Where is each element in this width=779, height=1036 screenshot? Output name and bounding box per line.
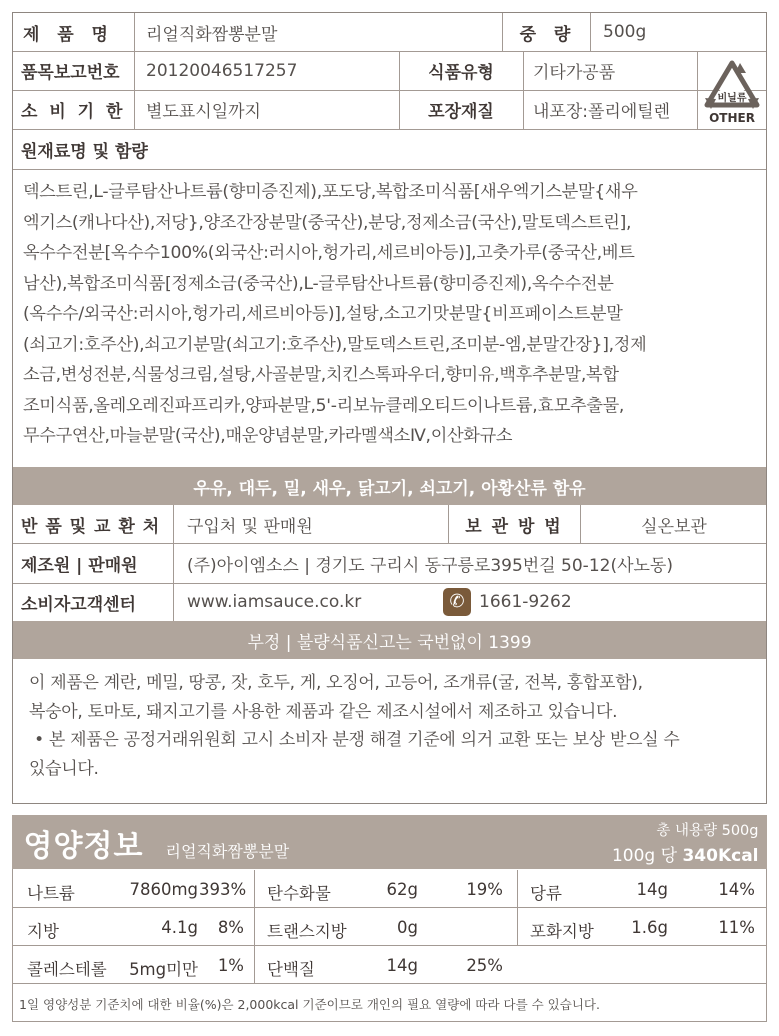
nutrient-name: 나트륨 xyxy=(27,884,75,903)
report-no-label: 품목보고번호 xyxy=(21,63,120,83)
nutrition-per: 100g 당 xyxy=(611,845,678,866)
nutrient-amount: 4.1g xyxy=(161,918,198,937)
storage-value: 실온보관 xyxy=(641,516,707,537)
nutrition-total: 총 내용량 500g xyxy=(656,822,759,839)
ingredient-line: 남산),복합조미식품[정제소금(중국산),L-글루탐산나트륨(향미증진제),옥수수전분 xyxy=(23,273,614,294)
nutrient-pct: 19% xyxy=(466,880,503,899)
recycle-type: 비닐류 xyxy=(717,93,747,104)
report-band: 부정 | 불량식품신고는 국번없이 1399 xyxy=(13,621,766,659)
nutrient-amount: 0g xyxy=(397,918,418,937)
weight-value: 500g xyxy=(603,22,647,42)
expiry-label: 소 비 기 한 xyxy=(21,102,126,122)
ingredients-header: 원재료명 및 함량 xyxy=(21,141,148,162)
center-phone-row xyxy=(443,583,572,621)
notice-text xyxy=(29,669,764,783)
return-label: 반 품 및 교 환 처 xyxy=(21,516,161,537)
nutrition-box xyxy=(12,815,767,1022)
nutrient-pct: 25% xyxy=(466,956,503,975)
ingredient-line: 덱스트린,L-글루탐산나트륨(향미증진제),포도당,복합조미식품[새우엑기스분말{새우 xyxy=(23,182,638,202)
info-box xyxy=(12,12,767,804)
notice-line: 복숭아, 토마토, 돼지고기를 사용한 제품과 같은 제조시설에서 제조하고 있습니다. xyxy=(29,701,618,722)
recycle-mark xyxy=(697,51,767,129)
notice-line: 이 제품은 계란, 메밀, 땅콩, 잣, 호두, 게, 오징어, 고등어, 조개류(굴, 전복, 홍합포함), xyxy=(29,673,643,693)
center-url[interactable]: www.iamsauce.co.kr xyxy=(187,592,362,612)
nutrition-header xyxy=(12,815,767,869)
packaging-label: 포장재질 xyxy=(428,102,494,122)
food-type-value: 기타가공품 xyxy=(533,63,616,83)
product-name-label: 제 품 명 xyxy=(23,24,110,45)
food-label xyxy=(12,12,767,1024)
storage-label: 보 관 방 법 xyxy=(465,516,563,537)
nutrient-pct: 1% xyxy=(217,956,244,975)
packaging-value: 내포장:폴리에틸렌 xyxy=(533,102,671,122)
nutrient-amount: 5mg미만 xyxy=(129,960,198,979)
ingredient-line: 엑기스(캐나다산),저당},양조간장분말(중국산),분당,정제소금(국산),말토덱스트린], xyxy=(23,212,632,233)
allergen-band: 우유, 대두, 밀, 새우, 닭고기, 쇠고기, 아황산류 함유 xyxy=(13,467,766,505)
nutrient-name: 트랜스지방 xyxy=(267,922,347,941)
notice-line: • 본 제품은 공정거래위원회 고시 소비자 분쟁 해결 기준에 의거 교환 또는 보상 받으실 수 xyxy=(29,730,680,750)
ingredient-line: (쇠고기:호주산),쇠고기분말(쇠고기:호주산),말토덱스트린,조미분-엠,분말간장}],정제 xyxy=(23,334,647,355)
ingredient-line: 무수구연산,마늘분말(국산),매운양념분말,카라멜색소Ⅳ,이산화규소 xyxy=(23,426,513,446)
nutrient-pct: 14% xyxy=(718,880,755,899)
nutrient-name: 당류 xyxy=(530,884,562,903)
maker-value: (주)아이엠소스 | 경기도 구리시 동구릉로395번길 50-12(사노동) xyxy=(187,555,673,576)
product-name-value: 리얼직화짬뽕분말 xyxy=(146,24,278,45)
nutrition-kcal-value: 340Kcal xyxy=(682,845,759,866)
recycle-other: OTHER xyxy=(709,111,755,125)
ingredients-text xyxy=(23,177,763,452)
expiry-value: 별도표시일까지 xyxy=(146,102,261,122)
report-no-value: 20120046517257 xyxy=(146,60,298,81)
weight-label: 중 량 xyxy=(519,24,573,45)
return-value: 구입처 및 판매원 xyxy=(187,516,313,537)
ingredient-line: (옥수수/외국산:러시아,헝가리,세르비아등)],설탕,소고기맛분말{비프페이스트분말 xyxy=(23,304,623,324)
nutrient-amount: 62g xyxy=(386,880,418,899)
ingredient-line: 조미식품,올레오레진파프리카,양파분말,5'-리보뉴클레오티드이나트륨,효모추출물, xyxy=(23,395,625,416)
ingredient-line: 옥수수전분[옥수수100%(외국산:러시아,헝가리,세르비아등)],고춧가루(중국산,베트 xyxy=(23,243,635,263)
nutrition-footnote: 1일 영양성분 기준치에 대한 비율(%)은 2,000kcal 기준이므로 개인의 필요 열량에 따라 다를 수 있습니다. xyxy=(19,997,600,1012)
nutrient-amount: 14g xyxy=(636,880,668,899)
nutrient-amount: 14g xyxy=(386,956,418,975)
nutrient-pct: 393% xyxy=(199,880,247,899)
notice-line: 있습니다. xyxy=(29,758,99,779)
nutrient-amount: 7860mg xyxy=(129,880,198,899)
nutrient-name: 탄수화물 xyxy=(267,884,331,903)
maker-label: 제조원 | 판매원 xyxy=(21,555,138,576)
nutrition-product: 리얼직화짬뽕분말 xyxy=(165,841,290,861)
nutrient-name: 포화지방 xyxy=(530,922,594,941)
nutrient-pct: 8% xyxy=(217,918,244,937)
nutrient-pct: 11% xyxy=(718,918,755,937)
food-type-label: 식품유형 xyxy=(428,63,494,83)
center-phone[interactable]: 1661-9262 xyxy=(479,592,572,612)
nutrition-kcal xyxy=(612,841,759,866)
center-label: 소비자고객센터 xyxy=(21,594,136,615)
nutrient-name: 지방 xyxy=(27,922,59,941)
ingredient-line: 소금,변성전분,식물성크림,설탕,사골분말,치킨스톡파우더,향미유,백후추분말,복합 xyxy=(23,365,619,385)
nutrient-name: 단백질 xyxy=(267,960,315,979)
nutrient-amount: 1.6g xyxy=(631,918,668,937)
nutrient-name: 콜레스테롤 xyxy=(27,960,107,979)
phone-icon: ✆ xyxy=(443,588,471,616)
nutrition-title: 영양정보 xyxy=(23,828,144,864)
